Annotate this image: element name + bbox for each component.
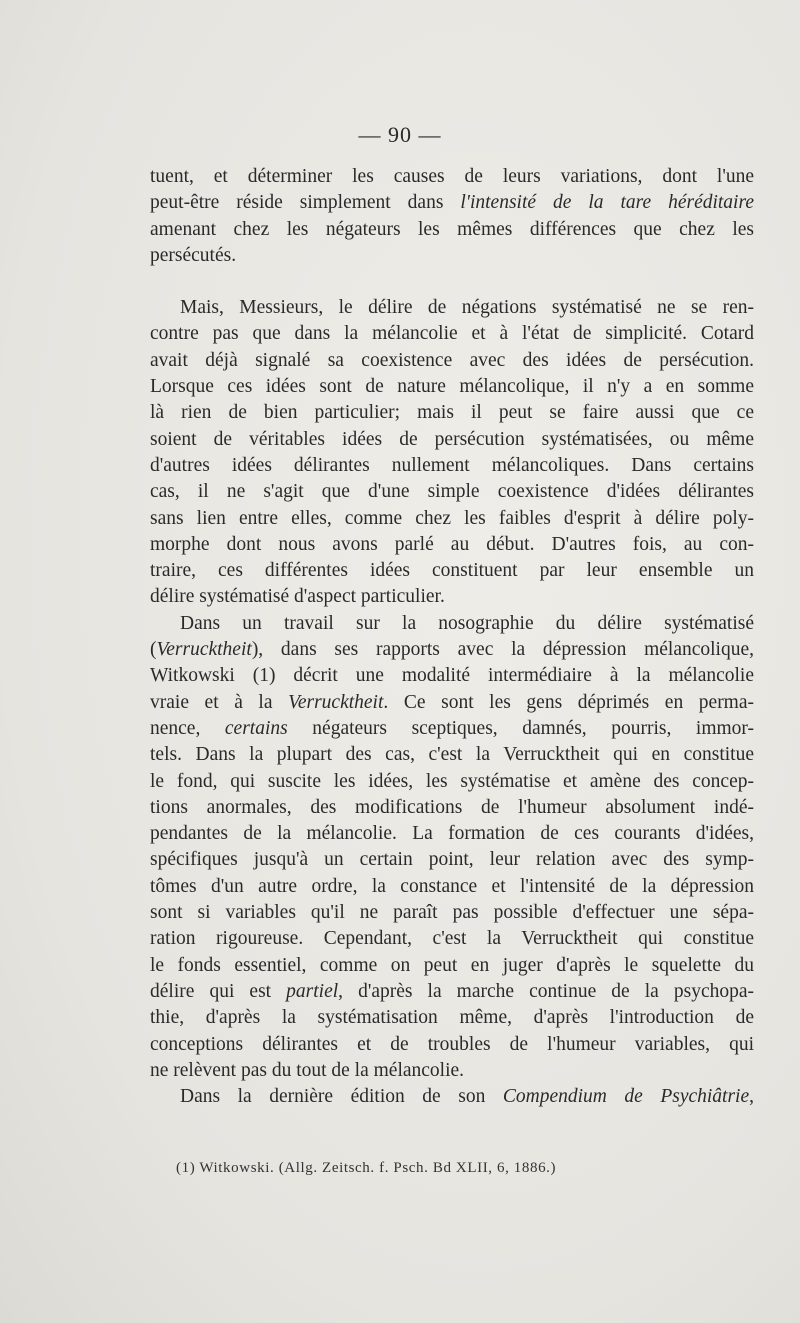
text-line: contre pas que dans la mélancolie et à l'état de simplicité. Cotard [150,323,754,345]
text-line: le fond, qui suscite les idées, les systématise et amène des concep- [150,770,754,792]
text-line: Dans un travail sur la nosographie du délire systématisé [180,612,754,634]
text-line: soient de véritables idées de persécution systématisées, ou même [150,428,754,450]
italic-term: Compendium de Psychiâtrie [502,1086,750,1108]
text-line: tels. Dans la plupart des cas, c'est la Verrucktheit qui en constitue [150,744,754,766]
italic-term: l'intensité de la tare héréditaire [460,192,754,214]
text-line: Witkowski (1) décrit une modalité intermédiaire à la mélancolie [150,665,754,687]
text-line: tions anormales, des modifications de l'humeur absolument indé- [150,796,754,818]
text-line: conceptions délirantes et de troubles de l'humeur variables, qui [150,1033,754,1055]
page-number: — 90 — [358,122,442,147]
text-line: persécutés. [150,244,237,266]
italic-term: partiel [286,980,339,1002]
footnote: (1) Witkowski. (Allg. Zeitsch. f. Psch. Bd XLII, 6, 1886.) [176,1160,557,1176]
text-line: peut-être réside simplement dans l'intensité de la tare héréditaire [150,192,754,214]
text-line: là rien de bien particulier; mais il peut se faire aussi que ce [150,402,754,424]
text-line: délire qui est partiel, d'après la marche continue de la psychopa- [150,980,754,1002]
text-line: Lorsque ces idées sont de nature mélancolique, il n'y a en somme [150,376,754,398]
text-line: Mais, Messieurs, le délire de négations systématisé ne se ren- [180,297,754,319]
text-line: spécifiques jusqu'à un certain point, leur relation avec des symp- [150,849,754,871]
text-line: le fonds essentiel, comme on peut en juger d'après le squelette du [150,954,754,976]
text-line: sans lien entre elles, comme chez les faibles d'esprit à délire poly- [150,507,754,529]
text-line: délire systématisé d'aspect particulier. [150,586,445,608]
text-line: tuent, et déterminer les causes de leurs variations, dont l'une [150,166,754,187]
text-line: traire, ces différentes idées constituent par leur ensemble un [150,560,754,582]
text-line: amenant chez les négateurs les mêmes différences que chez les [150,218,754,240]
body-text [150,164,754,1110]
text-line: nence, certains négateurs sceptiques, damnés, pourris, immor- [150,717,754,739]
text-line: (Verrucktheit), dans ses rapports avec la dépression mélancolique, [150,639,754,661]
text-line: Dans la dernière édition de son Compendium de Psychiâtrie, [180,1086,754,1108]
paragraph-gap [150,269,754,295]
text-line: sont si variables qu'il ne paraît pas possible d'effectuer une sépa- [150,902,754,924]
italic-term: Verrucktheit [156,639,252,661]
italic-term: Verrucktheit [288,691,384,713]
text-line: morphe dont nous avons parlé au début. D'autres fois, au con- [150,533,754,555]
text-line: d'autres idées délirantes nullement mélancoliques. Dans certains [150,454,754,476]
text-line: tômes d'un autre ordre, la constance et l'intensité de la dépression [150,875,754,897]
text-line: cas, il ne s'agit que d'une simple coexistence d'idées délirantes [150,481,754,503]
text-line: avait déjà signalé sa coexistence avec des idées de persécution. [150,349,754,371]
text-line: ne relèvent pas du tout de la mélancolie. [150,1059,465,1081]
italic-term: certains [224,717,288,739]
text-line: pendantes de la mélancolie. La formation de ces courants d'idées, [150,823,754,845]
text-line: thie, d'après la systématisation même, d'après l'introduction de [150,1007,754,1029]
text-line: ration rigoureuse. Cependant, c'est la Verrucktheit qui constitue [150,928,754,950]
text-line: vraie et à la Verrucktheit. Ce sont les gens déprimés en perma- [150,691,754,713]
